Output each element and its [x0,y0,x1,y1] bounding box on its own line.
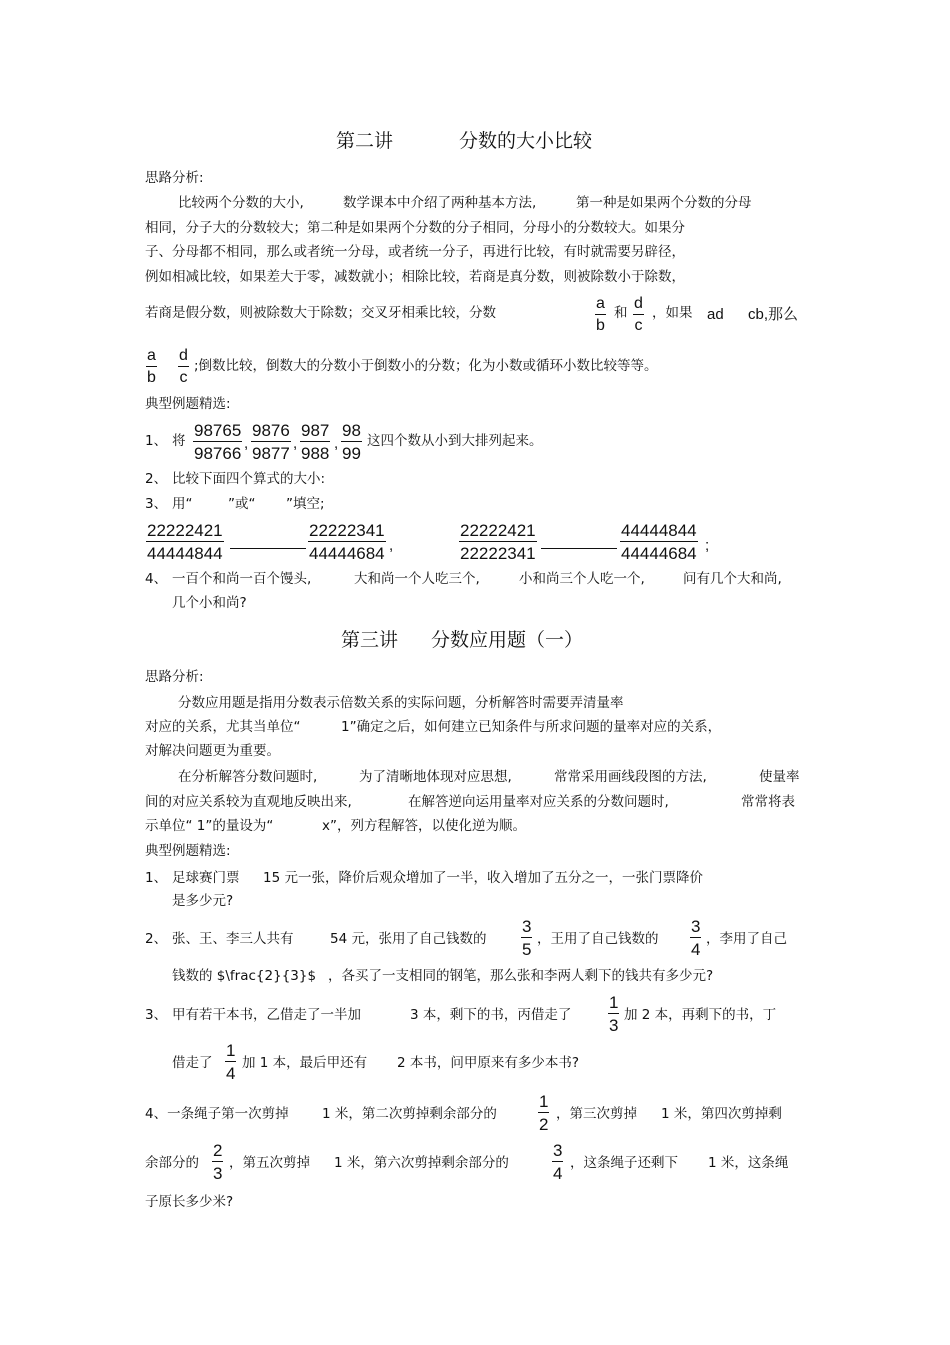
l3-q3-line2a: 借走了 [172,1055,213,1071]
answer-blank [541,548,617,549]
fraction-d-over-c-2 [178,348,189,386]
l3-q4-line3: 子原长多少米? [145,1194,234,1210]
lecture3-analysis-heading: 思路分析: [145,669,204,685]
q3-fraction-3 [459,522,537,562]
l3-q4-fraction-2 [212,1142,223,1182]
fraction-denominator: b [147,369,156,386]
q4-number: 4、 [145,571,168,587]
fraction-numerator: a [595,296,606,315]
cb-then: cb,那么 [748,306,799,323]
fraction-numerator: 22222421 [147,521,223,540]
lecture2-para-line1c: 第一种是如果两个分数的分母 [576,195,752,211]
lecture2-para-line5: 若商是假分数，则被除数大于除数；交叉牙相乘比较，分数 [145,305,496,321]
fraction-denominator: c [179,369,188,386]
q1-number: 1、 [145,433,168,449]
l3-q3-part-a: 甲有若干本书，乙借走了一半加 [172,1007,361,1023]
fraction-numerator: 1 [539,1092,549,1111]
fraction-denominator: 44444684 [309,544,385,563]
q1-fraction-3 [300,422,330,462]
fraction-denominator: 44444684 [621,544,697,563]
l3-q2-part-c: ，王用了自己钱数的 [537,931,659,947]
l3-q4-line2c: 1 米，第六次剪掉剩余部分的 [334,1155,509,1171]
lecture3-examples-heading: 典型例题精选: [145,843,231,859]
q1-fraction-1 [193,422,242,462]
lecture3-para1-line3: 对解决问题更为重要。 [145,743,280,759]
q2-number: 2、 [145,471,168,487]
ad-term: ad [707,306,724,323]
lecture2-para-line6: ;倒数比较，倒数大的分数小于倒数小的分数；化为小数或循环小数比较等等。 [194,358,658,374]
q4-line2: 几个小和尚? [172,595,247,611]
answer-blank [230,548,306,549]
fraction-denominator: 44444844 [147,544,223,563]
lecture2-para-line4: 例如相减比较，如果差大于零，减数就小；相除比较，若商是真分数，则被除数小于除数， [145,269,685,285]
l3-q3-fraction-1 [608,994,619,1034]
fraction-numerator: 1 [226,1041,236,1060]
lecture2-para-line3: 子、分母都不相同，那么或者统一分母，或者统一分子，再进行比较，有时就需要另辟径， [145,244,685,260]
q1-fraction-2 [251,422,291,462]
q1-prefix: 将 [172,433,186,449]
lecture3-para1-line2b: 1”确定之后，如何建立已知条件与所求问题的量率对应的关系， [341,719,722,735]
fraction-numerator: 22222341 [309,521,385,540]
lecture3-title-number: 第三讲 [341,629,399,651]
q3-fraction-1 [146,522,224,562]
l3-q2-number: 2、 [145,931,168,947]
l3-q4-fraction-1 [538,1093,549,1133]
l3-q4-part-b: 1 米，第二次剪掉剩余部分的 [322,1106,497,1122]
lecture3-para2-line3b: x”，列方程解答，以使化逆为顺。 [322,818,526,834]
l3-q4-fraction-3 [552,1142,563,1182]
q4-part-b: 大和尚一个人吃三个, [354,571,480,587]
q1-fraction-4 [341,422,362,462]
q2-text: 比较下面四个算式的大小: [172,471,326,487]
fraction-numerator: a [146,348,157,367]
fraction-numerator: d [178,348,189,367]
fraction-denominator: 3 [213,1164,223,1183]
fraction-denominator: 4 [226,1064,236,1083]
fraction-d-over-c [633,296,644,334]
fraction-denominator: c [634,317,643,334]
fraction-numerator: 2 [213,1141,223,1160]
l3-q3-number: 3、 [145,1007,168,1023]
l3-q4-line2b: ，第五次剪掉 [229,1155,310,1171]
l3-q2-fraction-2 [690,918,701,958]
q1-suffix: 这四个数从小到大排列起来。 [367,433,543,449]
comma: , [334,435,339,452]
l3-q1-part-a: 足球赛门票 [172,870,240,886]
lecture2-para-line1a: 比较两个分数的大小, [178,195,304,211]
l3-q3-fraction-2 [225,1042,236,1082]
fraction-denominator: 988 [301,444,330,463]
lecture3-para1-line1: 分数应用题是指用分数表示倍数关系的实际问题，分析解答时需要弄清量率 [178,695,624,711]
and-word: 和 [614,305,628,321]
lecture3-para2-line1c: 常常采用画线段图的方法, [554,769,707,785]
lecture3-para2-line1d: 使量率 [759,769,800,785]
l3-q1-number: 1、 [145,870,168,886]
q4-part-d: 问有几个大和尚, [683,571,782,587]
lecture2-title-number: 第二讲 [336,130,394,152]
fraction-numerator: d [633,296,644,315]
l3-q1-part-b: 15 元一张，降价后观众增加了一半，收入增加了五分之一，一张门票降价 [263,870,703,886]
fraction-numerator: 1 [609,993,619,1012]
q4-part-c: 小和尚三个人吃一个, [519,571,645,587]
comma: , [244,435,249,452]
lecture2-para-line2: 相同，分子大的分数较大；第二种是如果两个分数的分子相同，分母小的分数较大。如果分 [145,220,685,236]
fraction-a-over-b-2 [146,348,157,386]
lecture3-para2-line2c: 常常将表 [741,794,795,810]
l3-q1-line2: 是多少元? [172,893,234,909]
lecture3-para2-line1a: 在分析解答分数问题时, [178,769,318,785]
l3-q4-part-d: 1 米，第四次剪掉剩 [661,1106,782,1122]
q3-or: ”或“ [228,496,256,512]
q3-separator-comma: , [389,537,394,554]
l3-q4-line2d: ，这条绳子还剩下 [570,1155,678,1171]
l3-q2-part-d: ，李用了自己 [706,931,787,947]
fraction-numerator: 3 [522,917,532,936]
fraction-numerator: 9876 [252,421,290,440]
q3-fill: ”填空; [286,496,325,512]
fraction-denominator: 9877 [252,444,290,463]
fraction-numerator: 3 [691,917,701,936]
q4-part-a: 一百个和尚一百个馒头, [172,571,312,587]
fraction-denominator: 4 [553,1164,563,1183]
lecture3-para2-line1b: 为了清晰地体现对应思想, [359,769,512,785]
fraction-numerator: 3 [553,1141,563,1160]
l3-q2-part-a: 张、王、李三人共有 [172,931,294,947]
l3-q2-line2b: ，各买了一支相同的钢笔，那么张和李两人剩下的钱共有多少元? [328,968,714,984]
lecture2-para-line1b: 数学课本中介绍了两种基本方法, [343,195,537,211]
q3-fraction-2 [308,522,386,562]
fraction-numerator: 22222421 [460,521,536,540]
lecture3-para1-line2a: 对应的关系，尤其当单位“ [145,719,301,735]
lecture3-para2-line2b: 在解答逆向运用量率对应关系的分数问题时, [408,794,669,810]
q3-fraction-4 [620,522,698,562]
fraction-numerator: 44444844 [621,521,697,540]
q3-number: 3、 [145,496,168,512]
l3-q2-part-b: 54 元，张用了自己钱数的 [330,931,487,947]
lecture3-title-text: 分数应用题（一） [431,629,584,651]
l3-q3-line2c: 2 本书，问甲原来有多少本书? [397,1055,580,1071]
fraction-a-over-b [595,296,606,334]
l3-q4-line2a: 余部分的 [145,1155,199,1171]
fraction-denominator: 98766 [194,444,242,463]
l3-q2-line2a: 钱数的 $\frac{2}{3}$ [172,968,317,984]
fraction-denominator: 22222341 [460,544,536,563]
l3-q3-part-b: 3 本，剩下的书，丙借走了 [410,1007,572,1023]
if-word: ，如果 [652,305,693,321]
l3-q4-part-c: ，第三次剪掉 [556,1106,637,1122]
l3-q3-line2b: 加 1 本，最后甲还有 [242,1055,368,1071]
fraction-numerator: 987 [301,421,330,440]
fraction-denominator: 5 [522,940,532,959]
fraction-denominator: 3 [609,1016,619,1035]
fraction-denominator: 2 [539,1115,549,1134]
fraction-denominator: b [596,317,605,334]
lecture3-para2-line2a: 间的对应关系较为直观地反映出来, [145,794,352,810]
lecture2-analysis-heading: 思路分析: [145,170,204,186]
lecture3-para2-line3a: 示单位“ 1”的量设为“ [145,818,274,834]
l3-q4-line2e: 1 米，这条绳 [708,1155,789,1171]
q3-separator-semicolon: ; [705,537,710,554]
q3-use: 用“ [172,496,193,512]
fraction-numerator: 98 [342,421,361,440]
l3-q3-part-c: 加 2 本，再剩下的书，丁 [624,1007,777,1023]
fraction-numerator: 98765 [194,421,242,440]
lecture2-title-text: 分数的大小比较 [459,130,593,152]
comma: , [293,435,298,452]
l3-q4-part-a: 4、一条绳子第一次剪掉 [145,1106,289,1122]
l3-q2-fraction-1 [521,918,532,958]
fraction-denominator: 99 [342,444,361,463]
lecture2-examples-heading: 典型例题精选: [145,396,231,412]
fraction-denominator: 4 [691,940,701,959]
